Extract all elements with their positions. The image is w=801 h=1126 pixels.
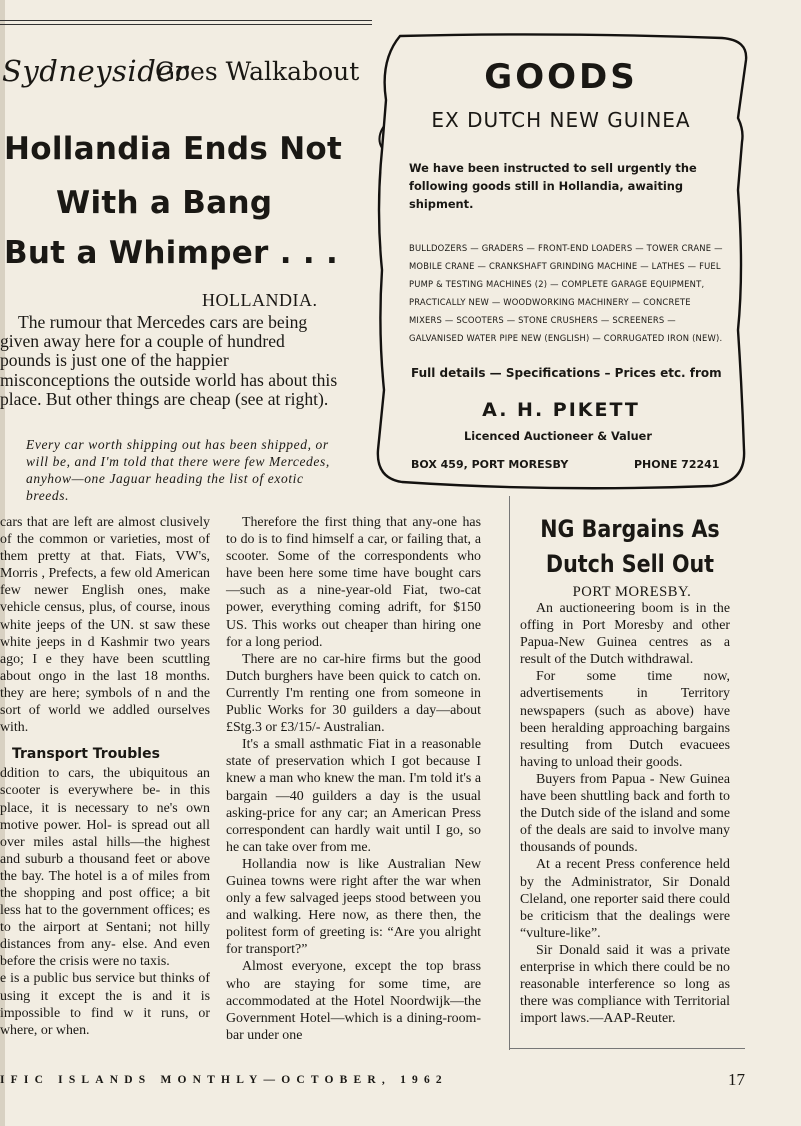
article-column-1 <box>0 514 210 1039</box>
article-lead <box>0 313 340 409</box>
ad-phone: PHONE 72241 <box>634 458 720 471</box>
ad-title: GOODS <box>484 57 638 97</box>
ad-auctioneer-role: Licenced Auctioneer & Valuer <box>464 430 652 443</box>
body-paragraph: Buyers from Papua - New Guinea have been shuttling back and forth to the Dutch side of the island and some of the deals are said to involve many thousands of pounds. <box>520 771 730 856</box>
sidebar-bottom-rule <box>509 1048 745 1049</box>
ad-subtitle: EX DUTCH NEW GUINEA <box>431 108 691 132</box>
body-paragraph: Hollandia now is like Australian New Guinea towns were right after the war when only a few salvaged jeeps stood between you and walking. Here now, as there then, the politest form of greeting is: “Are you alright for transport?” <box>226 856 481 958</box>
top-rule <box>0 20 372 25</box>
body-paragraph: e is a public bus service but thinks of using it except the is and it is impossible to find w it runs, or where, or when. <box>0 971 210 1038</box>
headline-line-2: With a Bang <box>56 185 273 221</box>
body-paragraph: cars that are left are almost clusively of the common or varieties, most of them pretty at that. Fiats, VW's, Morris , Prefects, a few old American few newer English ones, make vehicle census, plus, of course, inous white jeeps of the UN. st saw these white jeeps in d Kashmir two years ago; I e they have been scuttling about ongo in the last 18 months. they are here; symbols of n and the sort of world we addled ourselves with. <box>0 515 210 736</box>
body-paragraph: Sir Donald said it was a private enterprise in which there could be no reasonable interference so long as there was compliance with Territorial import laws.—AAP-Reuter. <box>520 942 730 1027</box>
column-brand: Sydneysider <box>2 54 189 88</box>
ad-auctioneer-name: A. H. PIKETT <box>482 399 640 421</box>
sidebar-headline: NG Bargains As Dutch Sell Out <box>540 515 720 578</box>
lead-paragraph: The rumour that Mercedes cars are being given away here for a couple of hundred pounds is just one of the happier misconceptions the outside world has about this place. But other things are cheap (see at right). <box>0 312 338 409</box>
headline-line-1: Hollandia Ends Not <box>4 131 343 167</box>
article-column-2 <box>226 514 481 1044</box>
body-paragraph: An auctioneering boom is in the offing in Port Moresby and other Papua-New Guinea centres as a result of the Dutch withdrawal. <box>520 601 730 668</box>
ad-postal-box: BOX 459, PORT MORESBY <box>411 458 569 471</box>
body-paragraph: Almost everyone, except the top brass who are staying for some time, are accommodated at the Hotel Noordwijk—the Government Hotel—which is a dining-room-bar under one <box>226 959 481 1043</box>
article-standfirst: Every car worth shipping out has been shipped, or will be, and I'm told that there were few Mercedes, anyhow—one Jaguar heading the list of exotic breeds. <box>26 437 330 503</box>
body-paragraph: ddition to cars, the ubiquitous an scooter is everywhere be- in this place, it is necessary to ne's own motive power. Hol- is spread out all over miles astal hills—the highest and suburb a thousand feet or above the bay. The hotel is a of miles from the shopping and post office; a bit less hat to the government offices; es to the airport at Sentani; not hilly distances from any- else. And even before the crisis were no taxis. <box>0 766 210 970</box>
sidebar-dateline: PORT MORESBY. <box>572 584 692 600</box>
body-paragraph: For some time now, advertisements in Territory newspapers (such as above) have been heralding approaching bargains resulting from Dutch evacuees having to unload their goods. <box>520 669 730 770</box>
column-title: Goes Walkabout <box>155 57 360 86</box>
body-paragraph: There are no car-hire firms but the good Dutch burghers have been quick to catch on. Currently I'm renting one from someone in Public Works for 30 guilders a day—about £Stg.3 or £3/15/- Australian. <box>226 651 481 736</box>
subheading: Transport Troubles <box>12 746 160 763</box>
body-paragraph: It's a small asthmatic Fiat in a reasonable state of preservation which I got because I knew a man who knew the man. I'm told it's a bargain —40 guilders a day is the usual asking-price for any car; an American Press correspondent can hardly wait until I go, so he can take over from me. <box>226 737 481 855</box>
advertisement <box>372 30 750 490</box>
sidebar-body <box>520 600 730 1027</box>
headline-line-3: But a Whimper . . . <box>4 235 339 271</box>
running-footer: IFIC ISLANDS MONTHLY—OCTOBER, 1962 <box>0 1074 448 1086</box>
body-paragraph: Therefore the first thing that any-one has to do is to find himself a car, or failing that, a scooter. Some of the correspondents who have been here some time have bought cars—such as a nine-year-old Fiat, two-cat power, everything coming adrift, for $150 US. This works out cheaper than hiring one for a long period. <box>226 515 481 650</box>
ad-intro: We have been instructed to sell urgently the following goods still in Hollandia, awaiting shipment. <box>409 161 697 211</box>
article-dateline: HOLLANDIA. <box>202 290 318 310</box>
body-paragraph: At a recent Press conference held by the Administrator, Sir Donald Cleland, one reporter said there could be criticism that the dealings were “vulture-like”. <box>520 857 730 941</box>
ad-item-list: BULLDOZERS — GRADERS — FRONT-END LOADERS — TOWER CRANE — MOBILE CRANE — CRANKSHAFT GRINDING MACHINE — LATHES — FUEL PUMP & TESTING MACHINES (2) — COMPLETE GARAGE EQUIPMENT, PRACTICALLY NEW — WOODWORKING MACHINERY — CONCRETE MIXERS — SCOOTERS — STONE CRUSHERS — SCREENERS — GALVANISED WATER PIPE NEW (ENGLISH) — CORRUGATED IRON (NEW). <box>409 243 723 343</box>
page-number: 17 <box>728 1070 745 1089</box>
ad-call-to-action: Full details — Specifications – Prices etc. from <box>411 366 722 380</box>
